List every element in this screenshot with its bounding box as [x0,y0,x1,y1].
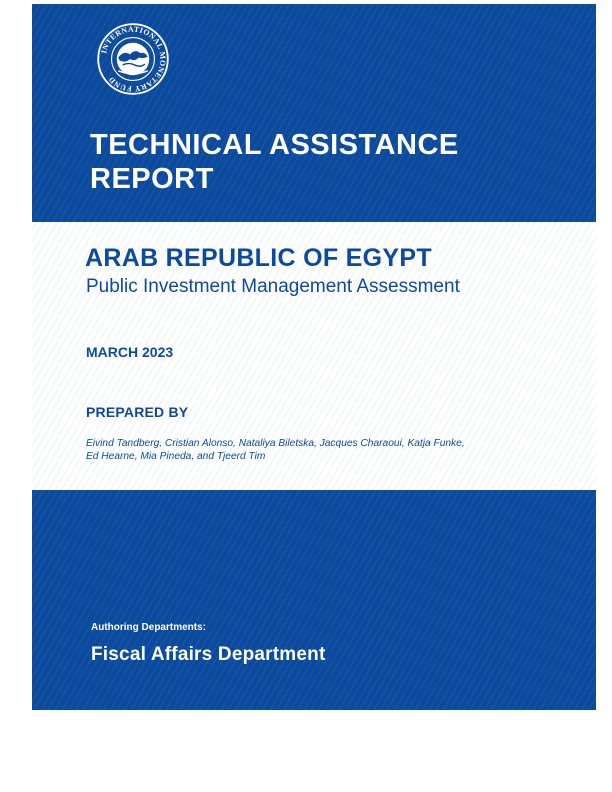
report-subtitle: Public Investment Management Assessment [86,276,460,297]
author-list-line-2: Ed Hearne, Mia Pineda, and Tjeerd Tim [86,451,266,462]
country-title: ARAB REPUBLIC OF EGYPT [85,244,432,272]
report-type-line-1: TECHNICAL ASSISTANCE [90,129,459,161]
seal-ring-text: INTERNATIONAL MONETARY FUND [99,24,168,94]
author-list [86,437,526,463]
authoring-departments-label: Authoring Departments: [91,622,206,633]
author-list-line-1: Eivind Tandberg, Cristian Alonso, Nataliya Biletska, Jacques Charaoui, Katja Funke, [86,438,465,449]
imf-seal-icon [96,22,170,96]
prepared-by-heading: PREPARED BY [86,404,189,420]
report-date: MARCH 2023 [86,344,174,360]
report-type-line-2: REPORT [90,163,214,195]
report-type-title [90,128,560,196]
department-name: Fiscal Affairs Department [91,644,326,665]
